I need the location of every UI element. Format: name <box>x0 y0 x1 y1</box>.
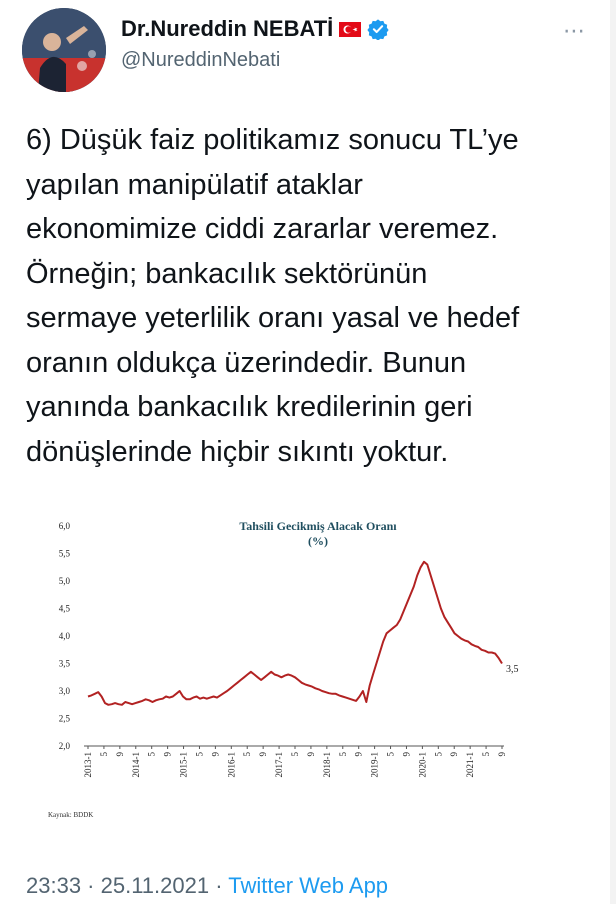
x-tick-label: 5 <box>433 752 444 757</box>
x-tick-label: 2013-1 <box>83 752 93 778</box>
x-tick-label: 2014-1 <box>130 752 141 778</box>
x-tick-label: 5 <box>242 752 253 757</box>
x-tick-label: 9 <box>258 752 269 757</box>
x-axis-ticks <box>83 746 507 778</box>
avatar[interactable] <box>22 8 106 92</box>
series-line <box>88 562 502 705</box>
x-tick-label: 5 <box>290 752 300 757</box>
author-display-name[interactable]: Dr.Nureddin NEBATİ <box>121 16 334 41</box>
x-tick-label: 5 <box>337 752 348 757</box>
x-tick-label: 9 <box>162 752 173 757</box>
x-tick-label: 2020-1 <box>417 752 428 778</box>
x-tick-label: 2017-1 <box>274 752 285 778</box>
y-tick-label: 3,5 <box>58 658 70 669</box>
author-name-row <box>121 16 389 42</box>
more-options-icon[interactable]: ⋯ <box>563 18 587 43</box>
x-tick-label: 5 <box>481 752 492 757</box>
turkey-flag-icon <box>339 22 361 37</box>
footer-separator-2: · <box>209 873 229 898</box>
tweet-date[interactable]: 25.11.2021 <box>100 873 210 898</box>
x-tick-label: 2016-1 <box>226 752 237 778</box>
verified-badge-icon <box>367 18 389 40</box>
x-tick-label: 9 <box>210 752 221 757</box>
x-tick-label: 5 <box>194 752 205 757</box>
chart-subtitle: (%) <box>308 534 328 548</box>
chart-image[interactable] <box>36 514 596 824</box>
x-tick-label: 5 <box>98 752 109 757</box>
end-value-label: 3,5 <box>506 664 519 675</box>
scrollbar[interactable] <box>610 0 616 904</box>
footer-separator: · <box>81 873 101 898</box>
tweet-time[interactable]: 23:33 <box>26 873 82 898</box>
y-tick-label: 4,5 <box>58 603 70 614</box>
x-tick-label: 5 <box>146 752 157 757</box>
x-tick-label: 2021-1 <box>465 752 476 778</box>
y-tick-label: 5,0 <box>58 576 70 586</box>
x-tick-label: 9 <box>353 752 364 757</box>
y-tick-label: 2,0 <box>58 741 70 751</box>
y-tick-label: 5,5 <box>58 548 70 559</box>
y-tick-label: 2,5 <box>58 713 70 724</box>
y-tick-label: 6,0 <box>58 521 70 531</box>
tweet-text: 6) Düşük faiz politikamız sonucu TL’ye yapılan manipülatif ataklar ekonomimize ciddi zararlar veremez. Örneğin; bankacılık sektörünün sermaye yeterlilik oranı yasal ve hedef oranın oldukça üzerindedir. Bunun yanında bankacılık kredilerinin geri dönüşlerinde hiçbir sıkıntı yoktur. <box>26 124 520 468</box>
tweet-footer <box>26 873 388 899</box>
x-tick-label: 9 <box>114 752 125 757</box>
tweet-source-app[interactable]: Twitter Web App <box>228 873 389 898</box>
x-tick-label: 9 <box>497 752 507 757</box>
x-tick-label: 9 <box>449 752 460 757</box>
y-tick-label: 3,0 <box>58 686 70 696</box>
author-handle[interactable]: @NureddinNebati <box>121 49 281 71</box>
chart-source: Kaynak: BDDK <box>48 811 94 819</box>
chart-title: Tahsili Gecikmiş Alacak Oranı <box>239 519 397 533</box>
x-tick-label: 2018-1 <box>321 752 332 778</box>
x-tick-label: 9 <box>401 752 412 757</box>
x-tick-label: 2019-1 <box>369 752 380 778</box>
x-tick-label: 2015-1 <box>178 752 189 778</box>
y-tick-label: 4,0 <box>58 631 70 641</box>
x-tick-label: 5 <box>385 752 396 757</box>
y-axis-ticks <box>59 521 71 751</box>
x-tick-label: 9 <box>305 752 316 757</box>
